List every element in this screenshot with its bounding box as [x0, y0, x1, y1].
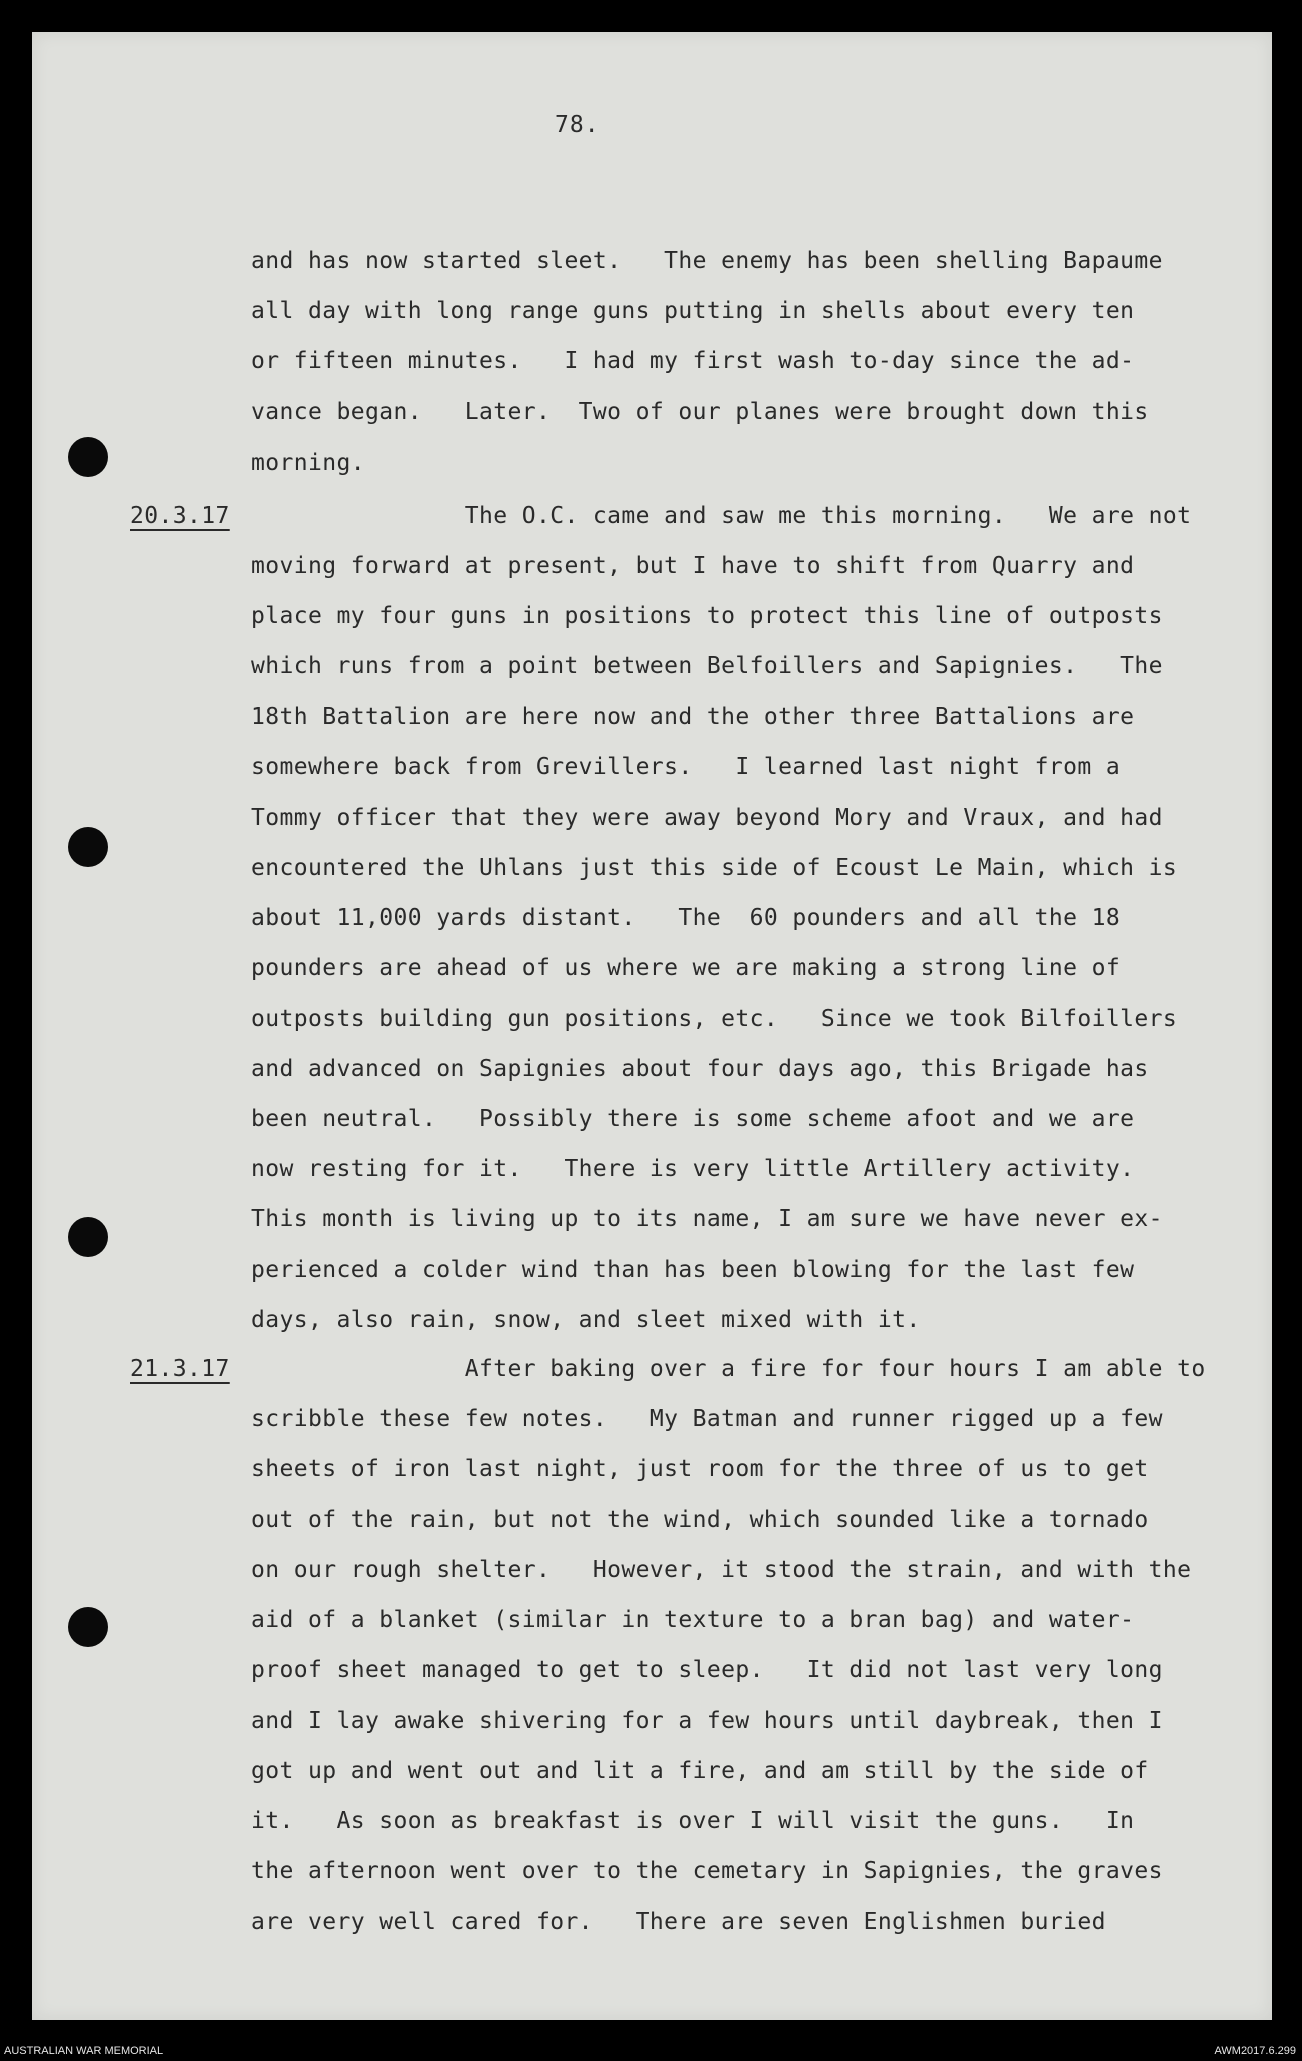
text-line: scribble these few notes. My Batman and runner rigged up a few — [251, 1406, 1163, 1432]
text-line: The O.C. came and saw me this morning. We are not — [251, 503, 1192, 529]
text-line: pounders are ahead of us where we are making a strong line of — [251, 955, 1121, 981]
text-line: on our rough shelter. However, it stood the strain, and with the — [251, 1557, 1192, 1583]
text-line: aid of a blanket (similar in texture to a bran bag) and water- — [251, 1607, 1135, 1633]
text-line: which runs from a point between Belfoillers and Sapignies. The — [251, 653, 1163, 679]
archive-reference: AWM2017.6.299 — [1214, 2045, 1296, 2057]
diary-date: 21.3.17 — [130, 1356, 230, 1382]
text-line: After baking over a fire for four hours I am able to — [251, 1356, 1206, 1382]
text-line: and I lay awake shivering for a few hours until daybreak, then I — [251, 1708, 1163, 1734]
text-line: out of the rain, but not the wind, which sounded like a tornado — [251, 1507, 1149, 1533]
text-line: place my four guns in positions to protect this line of outposts — [251, 603, 1163, 629]
text-line: and has now started sleet. The enemy has been shelling Bapaume — [251, 248, 1163, 274]
text-line: vance began. Later. Two of our planes were brought down this — [251, 399, 1149, 425]
text-line: encountered the Uhlans just this side of Ecoust Le Main, which is — [251, 855, 1178, 881]
text-line: or fifteen minutes. I had my first wash to-day since the ad- — [251, 348, 1135, 374]
page-number: 78. — [555, 112, 600, 138]
text-line: perienced a colder wind than has been blowing for the last few — [251, 1257, 1135, 1283]
punch-hole — [68, 827, 108, 867]
text-line: Tommy officer that they were away beyond Mory and Vraux, and had — [251, 805, 1163, 831]
text-line: This month is living up to its name, I am sure we have never ex- — [251, 1206, 1163, 1232]
text-line: somewhere back from Grevillers. I learned last night from a — [251, 754, 1121, 780]
punch-hole — [68, 1607, 108, 1647]
text-line: and advanced on Sapignies about four days ago, this Brigade has — [251, 1056, 1149, 1082]
text-line: outposts building gun positions, etc. Since we took Bilfoillers — [251, 1006, 1178, 1032]
punch-hole — [68, 437, 108, 477]
punch-hole — [68, 1217, 108, 1257]
archive-credit: AUSTRALIAN WAR MEMORIAL — [4, 2045, 164, 2057]
text-line: all day with long range guns putting in shells about every ten — [251, 298, 1135, 324]
text-line: got up and went out and lit a fire, and am still by the side of — [251, 1758, 1149, 1784]
text-line: moving forward at present, but I have to shift from Quarry and — [251, 553, 1135, 579]
text-line: morning. — [251, 450, 365, 476]
text-line: about 11,000 yards distant. The 60 pounders and all the 18 — [251, 905, 1121, 931]
text-line: it. As soon as breakfast is over I will visit the guns. In — [251, 1808, 1135, 1834]
text-line: been neutral. Possibly there is some scheme afoot and we are — [251, 1106, 1135, 1132]
text-line: proof sheet managed to get to sleep. It did not last very long — [251, 1657, 1163, 1683]
text-line: 18th Battalion are here now and the other three Battalions are — [251, 704, 1135, 730]
text-line: the afternoon went over to the cemetary in Sapignies, the graves — [251, 1858, 1163, 1884]
text-line: sheets of iron last night, just room for the three of us to get — [251, 1456, 1149, 1482]
text-line: are very well cared for. There are seven Englishmen buried — [251, 1909, 1106, 1935]
diary-date: 20.3.17 — [130, 503, 230, 529]
text-line: now resting for it. There is very little Artillery activity. — [251, 1156, 1135, 1182]
text-line: days, also rain, snow, and sleet mixed with it. — [251, 1307, 921, 1333]
